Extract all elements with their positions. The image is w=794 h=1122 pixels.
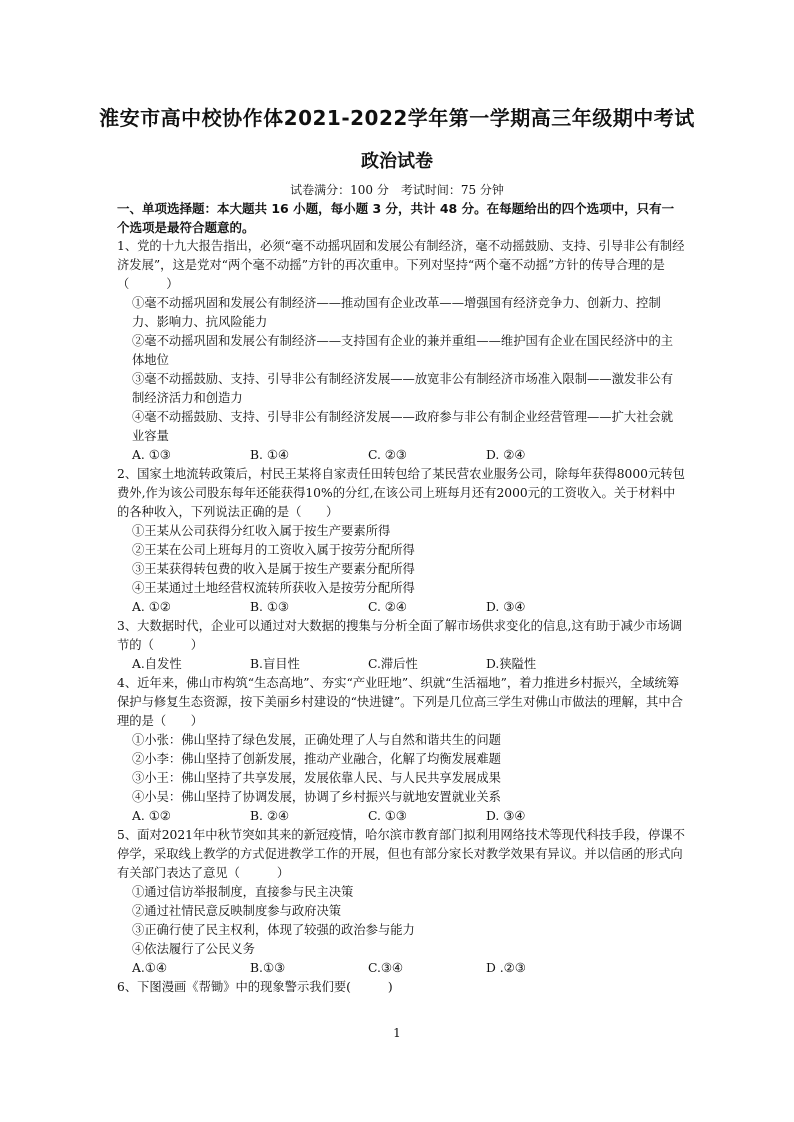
question-5-stem: 5、面对2021年中秋节突如其来的新冠疫情，哈尔滨市教育部门拟利用网络技术等现代科技手段，停课不停学，采取线上教学的方式促进教学工作的开展，但也有部分家长对教学效果有异议。并以信函的形式向有关部门表达了意见（ ） bbox=[117, 828, 685, 880]
question-1-item: ②毫不动摇巩固和发展公有制经济——支持国有企业的兼并重组——维护国有企业在国民经济中的主体地位 bbox=[132, 334, 674, 367]
question-4-item: ④小吴：佛山坚持了协调发展，协调了乡村振兴与就地安置就业关系 bbox=[132, 790, 501, 804]
question-4-stem: 4、近年来，佛山市构筑“生态高地”、夯实“产业旺地”、织就“生活福地”，着力推进乡村振兴，全域统筹保护与修复生态资源，按下美丽乡村建设的“快进键”。下列是几位高三学生对佛山市做法的理解，其中合理的是（ ） bbox=[117, 676, 683, 728]
choice-b[interactable]: B. ①④ bbox=[250, 448, 289, 462]
question-2-item: ④王某通过土地经营权流转所获收入是按劳分配所得 bbox=[132, 581, 415, 595]
choice-b[interactable]: B.盲目性 bbox=[250, 657, 300, 671]
question-3-stem: 3、大数据时代，企业可以通过对大数据的搜集与分析全面了解市场供求变化的信息,这有助于减少市场调节的（ ） bbox=[117, 619, 683, 652]
choice-d[interactable]: D. ③④ bbox=[486, 600, 526, 614]
choice-d[interactable]: D.狭隘性 bbox=[486, 657, 537, 671]
question-2-item: ①王某从公司获得分红收入属于按生产要素所得 bbox=[132, 524, 391, 538]
question-1-item: ④毫不动摇鼓励、支持、引导非公有制经济发展——政府参与非公有制企业经营管理——扩大社会就业容量 bbox=[132, 410, 674, 443]
question-2-choices bbox=[117, 598, 685, 617]
choice-c[interactable]: C.③④ bbox=[368, 961, 403, 975]
exam-subject: 政治试卷 bbox=[361, 151, 433, 172]
exam-content bbox=[117, 199, 685, 997]
question-2-stem: 2、国家土地流转政策后，村民王某将自家责任田转包给了某民营农业服务公司，除每年获得8000元转包费外,作为该公司股东每年还能获得10%的分红,在该公司上班每月还有2000元的工资收入。关于材料中的各种收入，下列说法正确的是（ ） bbox=[117, 467, 685, 519]
question-2-item: ③王某获得转包费的收入是属于按生产要素分配所得 bbox=[132, 562, 415, 576]
choice-a[interactable]: A. ①③ bbox=[132, 448, 171, 462]
choice-c[interactable]: C.滞后性 bbox=[368, 657, 418, 671]
page-number: 1 bbox=[393, 1026, 401, 1040]
choice-c[interactable]: C. ②③ bbox=[368, 448, 407, 462]
question-6-stem: 6、下图漫画《帮锄》中的现象警示我们要( ) bbox=[117, 980, 393, 994]
exam-title: 淮安市高中校协作体2021-2022学年第一学期高三年级期中考试 bbox=[99, 106, 695, 130]
question-2-item: ②王某在公司上班每月的工资收入属于按劳分配所得 bbox=[132, 543, 415, 557]
question-5-item: ②通过社情民意反映制度参与政府决策 bbox=[132, 904, 342, 918]
choice-c[interactable]: C. ②④ bbox=[368, 600, 407, 614]
question-5-item: ③正确行使了民主权利，体现了较强的政治参与能力 bbox=[132, 923, 415, 937]
section-heading: 一、单项选择题：本大题共 16 小题，每小题 3 分，共计 48 分。在每题给出的四个选项中，只有一个选项是最符合题意的。 bbox=[117, 201, 675, 235]
exam-meta: 试卷满分：100 分 考试时间：75 分钟 bbox=[290, 183, 504, 197]
choice-b[interactable]: B.①③ bbox=[250, 961, 285, 975]
question-1-item: ①毫不动摇巩固和发展公有制经济——推动国有企业改革——增强国有经济竞争力、创新力、控制力、影响力、抗风险能力 bbox=[132, 296, 661, 329]
question-5-choices bbox=[117, 959, 685, 978]
question-5-item: ①通过信访举报制度，直接参与民主决策 bbox=[132, 885, 354, 899]
choice-a[interactable]: A. ①② bbox=[132, 809, 171, 823]
question-5-item: ④依法履行了公民义务 bbox=[132, 942, 255, 956]
choice-d[interactable]: D .②③ bbox=[486, 961, 526, 975]
choice-a[interactable]: A.①④ bbox=[132, 961, 167, 975]
choice-d[interactable]: D. ②④ bbox=[486, 448, 526, 462]
choice-d[interactable]: D. ③④ bbox=[486, 809, 526, 823]
question-3-choices bbox=[117, 655, 685, 674]
question-4-choices bbox=[117, 807, 685, 826]
question-4-item: ③小王：佛山坚持了共享发展，发展依靠人民、与人民共享发展成果 bbox=[132, 771, 501, 785]
question-4-item: ①小张：佛山坚持了绿色发展，正确处理了人与自然和谐共生的问题 bbox=[132, 733, 501, 747]
choice-a[interactable]: A. ①② bbox=[132, 600, 171, 614]
choice-b[interactable]: B. ①③ bbox=[250, 600, 289, 614]
choice-c[interactable]: C. ①③ bbox=[368, 809, 407, 823]
choice-b[interactable]: B. ②④ bbox=[250, 809, 289, 823]
question-4-item: ②小李：佛山坚持了创新发展，推动产业融合，化解了均衡发展难题 bbox=[132, 752, 501, 766]
question-1-item: ③毫不动摇鼓励、支持、引导非公有制经济发展——放宽非公有制经济市场准入限制——激发非公有制经济活力和创造力 bbox=[132, 372, 674, 405]
question-1-stem: 1、党的十九大报告指出，必须“毫不动摇巩固和发展公有制经济，毫不动摇鼓励、支持、引导非公有制经济发展”，这是党对“两个毫不动摇”方针的再次重申。下列对坚持“两个毫不动摇”方针的传导合理的是（ ） bbox=[117, 239, 685, 291]
choice-a[interactable]: A.自发性 bbox=[132, 657, 182, 671]
question-1-choices bbox=[117, 446, 685, 465]
